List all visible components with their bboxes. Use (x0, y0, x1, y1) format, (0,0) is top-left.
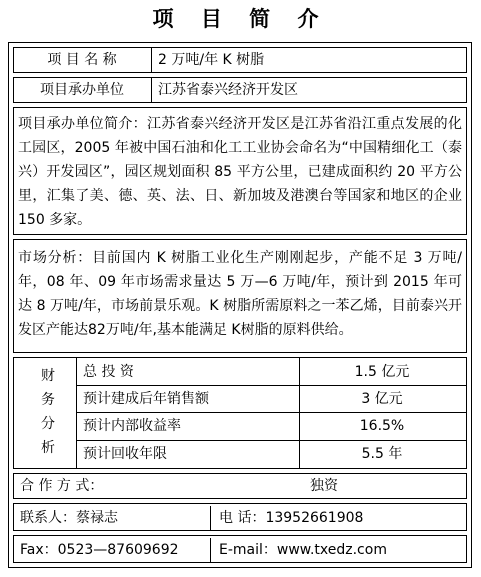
project-name-label: 项 目 名 称 (47, 52, 117, 68)
contact-phone: 电 话：13952661908 (210, 506, 363, 530)
finance-row-label: 预计回收年限 (83, 446, 167, 462)
project-unit-value: 江苏省泰兴经济开发区 (151, 78, 466, 102)
page-title: 项 目 简 介 (152, 6, 329, 31)
finance-section (13, 357, 467, 469)
finance-row-divider (77, 385, 467, 386)
finance-row-label: 总 投 资 (83, 364, 134, 380)
finance-row-label: 预计内部收益率 (83, 418, 181, 434)
cooperation-row (13, 473, 467, 499)
finance-row-value: 16.5% (359, 418, 405, 434)
finance-grid (76, 358, 466, 468)
market-analysis-text: 市场分析：目前国内 K 树脂工业化生产刚刚起步，产能不足 3 万吨/年，08 年、09 年市场需求量达 5 万—6 万吨/年，预计到 2015 年可达 8 万吨/年，市场前景乐观。K 树脂所需原料之一苯乙烯，目前泰兴开发区产能达82万吨/年,基本能满足 K树脂的原料供给。 (18, 250, 462, 338)
project-unit-row (13, 77, 467, 103)
fax-email-row (13, 535, 467, 563)
finance-label-char: 财 (41, 368, 55, 384)
contact-person: 联系人：蔡禄志 (20, 510, 118, 526)
finance-label-char: 分 (41, 416, 55, 432)
project-name-row (13, 47, 467, 73)
finance-row-value: 1.5 亿元 (354, 364, 410, 380)
project-name-value: 2 万吨/年 K 树脂 (151, 48, 466, 72)
contact-fax: Fax：0523—87609692 (20, 542, 179, 558)
unit-intro-section (13, 107, 467, 235)
contact-email: E-mail：www.txedz.com (210, 538, 387, 562)
unit-intro-text: 项目承办单位简介：江苏省泰兴经济开发区是江苏省沿江重点发展的化工园区，2005 年被中国石油和化工工业协会命名为“中国精细化工（泰兴）开发园区”，园区规划面积 85 平方公里，已建成面积约 20 平方公里，汇集了美、德、英、法、日、新加坡及港澳台等国家和地区的企业 150 多家。 (18, 116, 462, 228)
finance-label-char: 析 (41, 440, 55, 456)
project-unit-label: 项目承办单位 (40, 82, 124, 98)
finance-row-divider (77, 440, 467, 441)
cooperation-value: 独资 (310, 478, 338, 494)
cooperation-label: 合 作 方 式： (20, 478, 104, 494)
project-summary-table (8, 42, 472, 568)
finance-label-char: 务 (41, 392, 55, 408)
finance-row-value: 5.5 年 (361, 446, 403, 462)
finance-row-divider (77, 412, 467, 413)
contact-row (13, 503, 467, 531)
finance-row-label: 预计建成后年销售额 (83, 391, 209, 407)
market-analysis-section (13, 239, 467, 353)
finance-row-value: 3 亿元 (361, 391, 403, 407)
